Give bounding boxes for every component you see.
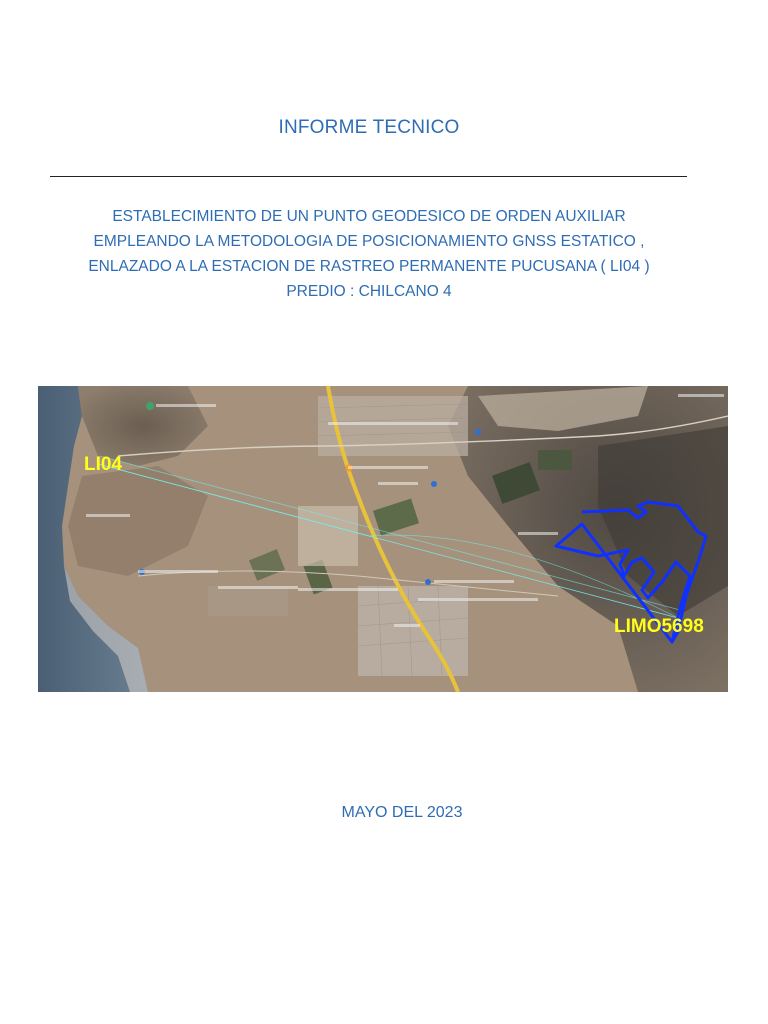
urban-area-west	[208, 586, 288, 616]
place-marker-icon	[146, 402, 154, 410]
satellite-map-image	[38, 386, 728, 692]
document-title: INFORME TECNICO	[278, 117, 460, 138]
subtitle-line-3: ENLAZADO A LA ESTACION DE RASTREO PERMANENTE PUCUSANA ( LI04 )	[88, 258, 650, 275]
subtitle-line-1: ESTABLECIMIENTO DE UN PUNTO GEODESICO DE ORDEN AUXILIAR	[112, 208, 626, 225]
document-date: MAYO DEL 2023	[341, 804, 463, 821]
satellite-map	[38, 386, 728, 692]
station-label: LI04	[84, 454, 123, 475]
place-marker-icon	[475, 429, 481, 435]
place-marker-icon	[431, 481, 437, 487]
title-divider	[50, 176, 687, 177]
place-marker-icon	[425, 579, 431, 585]
document-subtitle	[30, 204, 708, 304]
point-label: LIMO5698	[614, 616, 704, 637]
subtitle-line-2: EMPLEANDO LA METODOLOGIA DE POSICIONAMIENTO GNSS ESTATICO ,	[93, 233, 645, 250]
urban-area-center	[298, 506, 358, 566]
subtitle-line-4: PREDIO : CHILCANO 4	[286, 283, 452, 300]
farm-field	[538, 450, 572, 470]
